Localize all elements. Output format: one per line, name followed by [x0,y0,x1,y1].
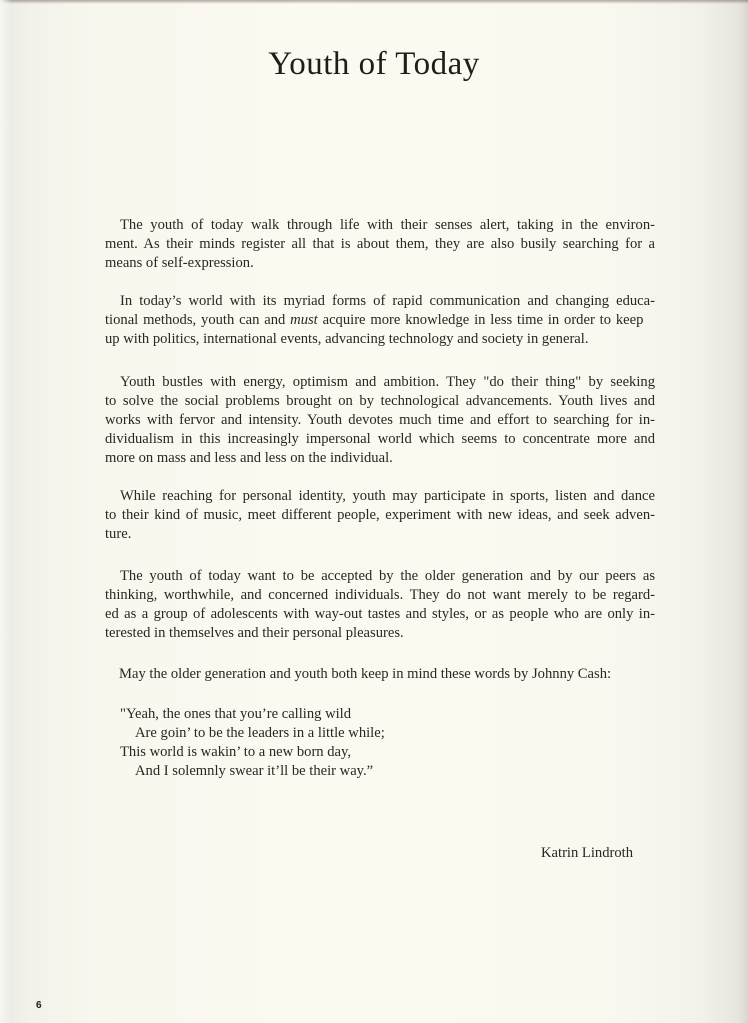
text-line: While reaching for personal identity, youth may participate in sports, listen and dance [120,488,655,504]
paragraph-6 [119,665,659,684]
text-line: ture. [105,526,132,542]
paragraph-4 [105,487,655,544]
paragraph-1 [105,216,655,273]
text-segment: acquire more knowledge in less time in order to keep [322,312,644,328]
emphasis-must: must [290,312,318,328]
text-line: means of self-expression. [105,255,254,271]
page-title: Youth of Today [268,46,480,82]
text-line [105,311,655,330]
text-line: more on mass and less and less on the individual. [105,450,393,466]
paragraph-3 [105,373,655,468]
text-line: terested in themselves and their personal pleasures. [105,625,404,641]
quote-line: "Yeah, the ones that you’re calling wild [120,706,352,722]
quote-line: And I solemnly swear it’ll be their way.” [135,763,374,779]
text-line: works with fervor and intensity. Youth devotes much time and effort to searching for in- [105,412,655,428]
text-line: up with politics, international events, advancing technology and society in general. [105,331,589,347]
text-line: May the older generation and youth both keep in mind these words by Johnny Cash: [119,666,612,682]
page-left-edge [0,0,12,1023]
text-line: to solve the social problems brought on by technological advancements. Youth lives and [105,393,655,409]
text-line: dividualism in this increasingly impersonal world which seems to concentrate more and [105,431,655,447]
page-top-shadow [0,0,748,4]
quote-line: Are goin’ to be the leaders in a little while; [135,725,385,741]
page-number: 6 [36,1000,42,1011]
song-quote [105,705,385,781]
quote-line: This world is wakin’ to a new born day, [120,744,352,760]
paragraph-5 [105,567,655,643]
text-line: thinking, worthwhile, and concerned individuals. They do not want merely to be regard- [105,587,655,603]
text-line: In today’s world with its myriad forms of rapid communication and changing educa- [120,293,655,309]
text-segment: tional methods, youth can and [105,312,286,328]
author-signature: Katrin Lindroth [541,845,634,861]
text-line: ed as a group of adolescents with way-out tastes and styles, or as people who are only in- [105,606,655,622]
text-line: The youth of today want to be accepted by the older generation and by our peers as [120,568,655,584]
text-line: to their kind of music, meet different people, experiment with new ideas, and seek adven- [105,507,655,523]
text-line: Youth bustles with energy, optimism and ambition. They "do their thing" by seeking [120,374,655,390]
paragraph-2 [105,292,655,349]
text-line: The youth of today walk through life with their senses alert, taking in the environ- [120,217,655,233]
text-line: ment. As their minds register all that is about them, they are also busily searching for a [105,236,655,252]
